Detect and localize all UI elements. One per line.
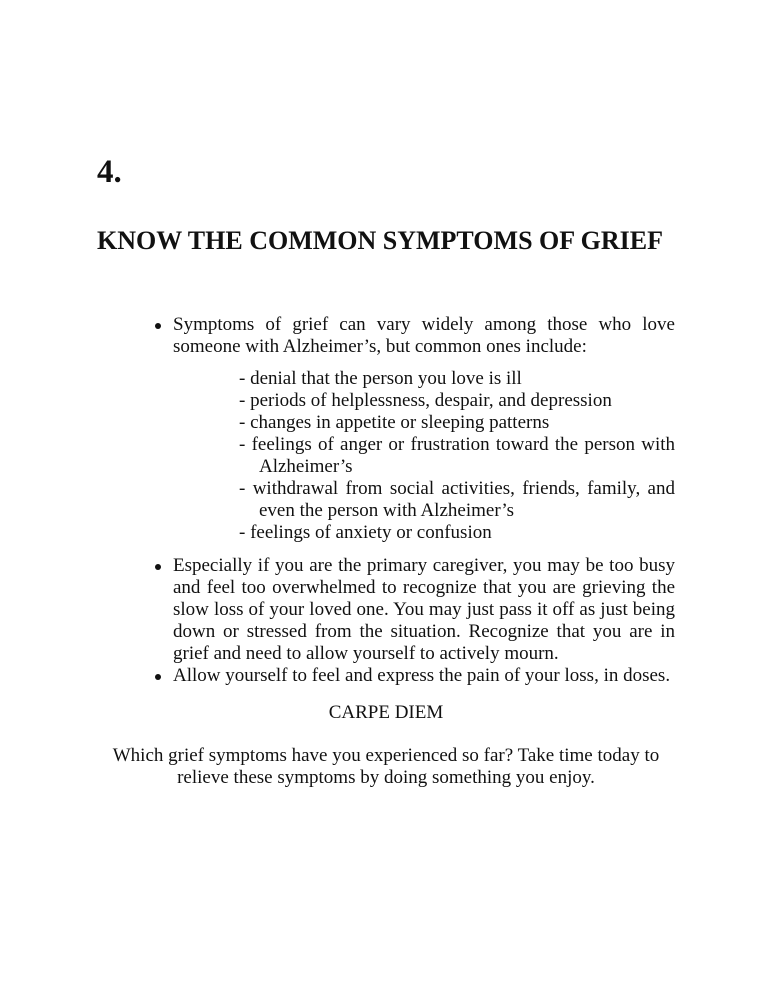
bullet-item-caregiver [173,555,675,665]
chapter-title: KNOW THE COMMON SYMPTOMS OF GRIEF [97,226,664,255]
chapter-number: 4. [97,154,122,190]
bullet-list [173,314,675,698]
symptom-item: - feelings of anxiety or confusion [239,522,492,543]
carpe-diem-text: Which grief symptoms have you experienced so far? Take time today to relieve these symptoms by doing something you enjoy. [112,745,660,788]
symptom-item: - withdrawal from social activities, friends, family, and even the person with Alzheimer’s [239,478,675,521]
symptom-item: - periods of helplessness, despair, and depression [239,390,612,411]
bullet-text: Symptoms of grief can vary widely among those who love someone with Alzheimer’s, but common ones include: [173,314,675,357]
bullet-text: Allow yourself to feel and express the pain of your loss, in doses. [173,665,671,686]
symptom-list [239,368,675,544]
bullet-text: Especially if you are the primary caregiver, you may be too busy and feel too overwhelmed to recognize that you are grieving the slow loss of your loved one. You may just pass it off as just being down or stressed from the situation. Recognize that you are in grief and need to allow yourself to actively mourn. [173,555,675,664]
symptom-item: - changes in appetite or sleeping patterns [239,412,550,433]
bullet-item-allow [173,665,675,687]
symptom-item: - denial that the person you love is ill [239,368,522,389]
bullet-item-symptoms [173,314,675,544]
symptom-item: - feelings of anger or frustration toward the person with Alzheimer’s [239,434,675,477]
carpe-diem-heading: CARPE DIEM [328,702,444,723]
